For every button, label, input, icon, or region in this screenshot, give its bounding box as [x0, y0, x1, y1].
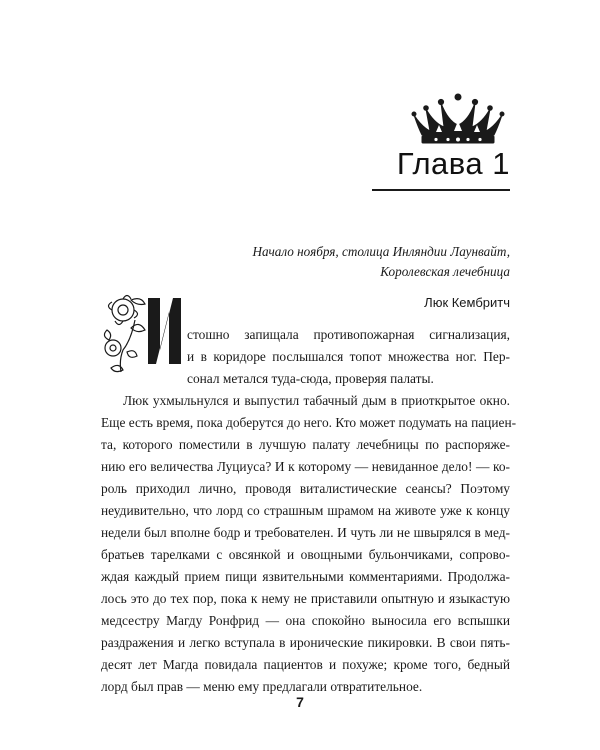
- text-line: Люк ухмыльнулся и выпустил табачный дым в приоткрытое окно.: [123, 393, 510, 408]
- text-line: Еще есть время, пока доберутся до него. Кто может подумать на пациен-: [101, 415, 517, 430]
- text-line: недели был вполне бодр и требователен. И чуть ли не швырялся в мед-: [101, 525, 510, 540]
- crown-ornament: [408, 93, 508, 145]
- text-line: медсестру Магду Ронфрид — она спокойно выносила его вспышки: [101, 613, 510, 628]
- text-line: стошно запищала противопожарная сигнализация,: [187, 327, 510, 342]
- text-line: та, которого поместили в лучшую палату лечебницы по распоряже-: [101, 437, 510, 452]
- text-line: и в коридоре послышался топот множества ног. Пер-: [187, 349, 510, 364]
- text-line: роль приходил лично, проводя виталистические сеансы? Поэтому: [101, 481, 510, 496]
- page-number: 7: [296, 694, 304, 710]
- text-line: неудивительно, что лорд со страшным шрамом на животе уже к концу: [101, 503, 510, 518]
- text-line: нию его величества Луциуса? И к которому — невиданное дело! — ко-: [101, 459, 510, 474]
- title-rule: [372, 189, 510, 191]
- epigraph: [253, 242, 511, 282]
- pov-character: Люк Кембритч: [424, 295, 510, 310]
- chapter-title: Глава 1: [396, 146, 510, 181]
- text-line: десят лет Магда повидала пациентов и похуже; кроме того, бедный: [101, 657, 510, 672]
- text-line: ждая каждый прием пищи язвительными комментариями. Продолжа-: [101, 569, 510, 584]
- text-line: раздражения и легко вступала в иронические пикировки. В свои пять-: [101, 635, 510, 650]
- text-line: лось это до тех пор, пока к нему не приставили опытную и языкастую: [101, 591, 510, 606]
- decorated-initial: [101, 290, 181, 376]
- text-line: лорд был прав — меню ему предлагали отвратительное.: [101, 679, 423, 694]
- epigraph-line: Начало ноября, столица Инляндии Лаунвайт,: [252, 244, 510, 259]
- text-line: сонал метался туда-сюда, проверяя палаты.: [187, 371, 434, 386]
- dropcap-letter: И: [101, 290, 102, 291]
- text-line: братьев тарелками с овсянкой и овощными бульончиками, сопрово-: [101, 547, 510, 562]
- epigraph-line: Королевская лечебница: [380, 264, 510, 279]
